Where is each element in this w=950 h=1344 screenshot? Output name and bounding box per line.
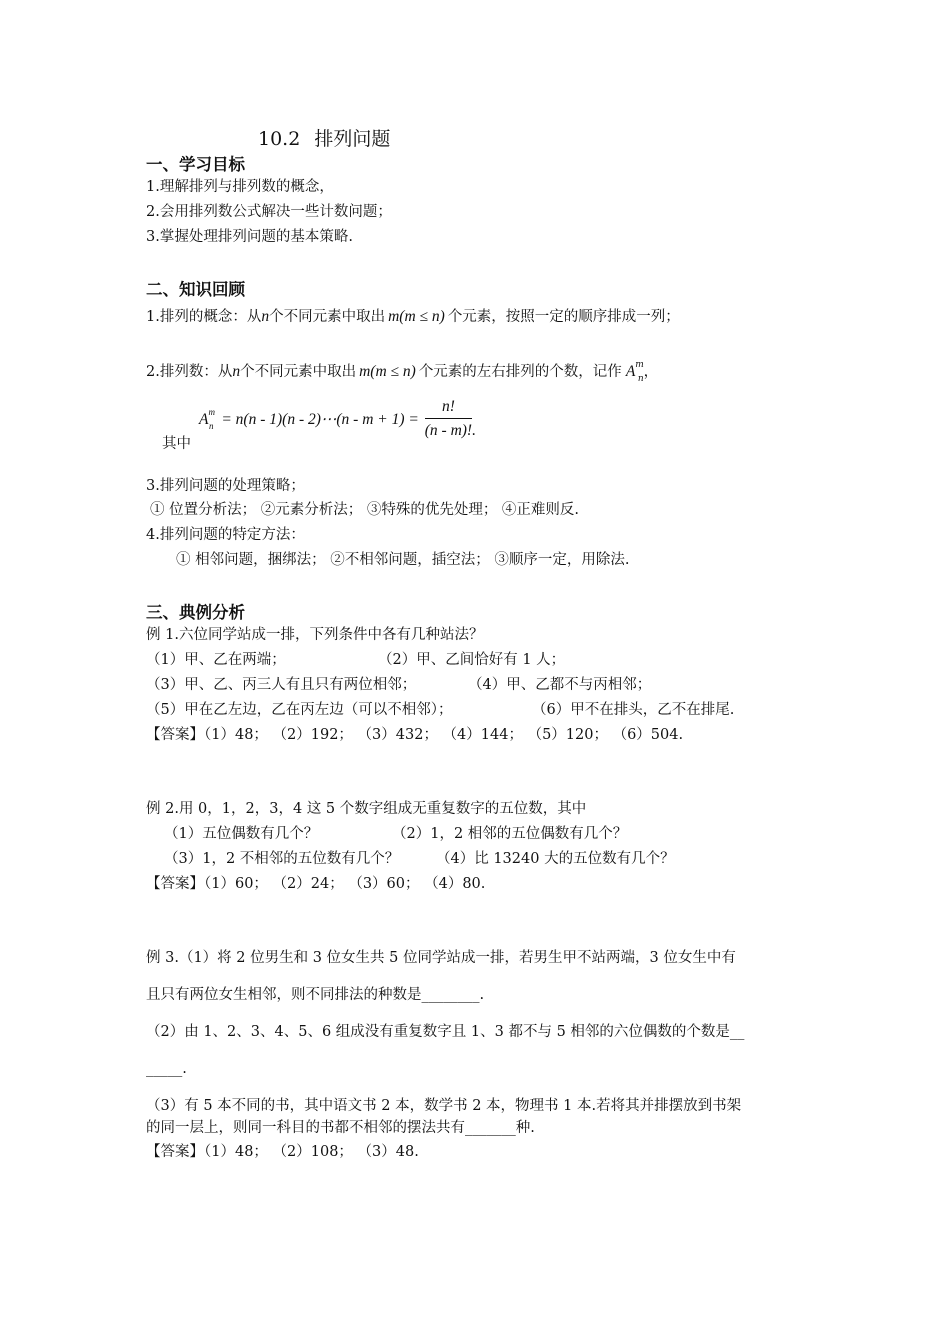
goal-item-2: 2.会用排列数公式解决一些计数问题； bbox=[146, 204, 392, 220]
math-m-condition: m(m ≤ n) bbox=[359, 363, 416, 380]
title-number: 10.2 bbox=[258, 128, 301, 150]
example-2-q3: （3）1，2 不相邻的五位数有几个？ bbox=[164, 851, 400, 867]
goal-item-1: 1.理解排列与排列数的概念， bbox=[146, 179, 334, 195]
section-heading-goals: 一、学习目标 bbox=[146, 155, 245, 174]
example-3-q2-line1: （2）由 1、2、3、4、5、6 组成没有重复数字且 1、3 都不与 5 相邻的六位偶数的个数是__ bbox=[146, 1024, 745, 1040]
example-3-q1-line2: 且只有两位女生相邻，则不同排法的种数是________. bbox=[146, 987, 485, 1003]
example-3-q3-line2: 的同一层上，则同一科目的书都不相邻的摆法共有_______种. bbox=[146, 1120, 535, 1136]
example-3-answer: 【答案】（1）48； （2）108； （3）48. bbox=[146, 1144, 419, 1160]
formula-lead: 其中 bbox=[162, 436, 191, 452]
example-3-q3-line1: （3）有 5 本不同的书，其中语文书 2 本，数学书 2 本，物理书 1 本.若将其并排摆放到书架 bbox=[146, 1098, 742, 1114]
example-1-q6: （6）甲不在排头，乙不在排尾. bbox=[532, 702, 735, 718]
example-1-answer: 【答案】（1）48； （2）192； （3）432； （4）144； （5）120； （6）504. bbox=[146, 727, 684, 743]
math-m-condition: m(m ≤ n) bbox=[388, 308, 445, 325]
knowledge-1: 1.排列的概念：从n个不同元素中取出 m(m ≤ n) 个元素，按照一定的顺序排成一列； bbox=[146, 308, 680, 325]
permutation-formula: $A^m_n = n(n - 1)(n$ - 2)⋯(n - m + 1) = $\frac{n!}{(n - m)!}$ . bbox=[199, 398, 476, 439]
knowledge-3: 3.排列问题的处理策略； bbox=[146, 478, 305, 494]
example-2-q2: （2）1，2 相邻的五位偶数有几个？ bbox=[392, 826, 628, 842]
page-title bbox=[258, 124, 390, 151]
section-heading-review: 二、知识回顾 bbox=[146, 280, 245, 299]
math-n: n bbox=[232, 363, 241, 380]
example-2-answer: 【答案】（1）60； （2）24； （3）60； （4）80. bbox=[146, 876, 486, 892]
knowledge-4: 4.排列问题的特定方法： bbox=[146, 527, 305, 543]
example-1-stem: 例 1.六位同学站成一排，下列条件中各有几种站法？ bbox=[146, 627, 484, 643]
example-1-q3: （3）甲、乙、丙三人有且只有两位相邻； bbox=[146, 677, 417, 693]
example-3-q2-line2: _____. bbox=[146, 1061, 187, 1077]
title-text: 排列问题 bbox=[314, 128, 391, 150]
math-n: n bbox=[261, 308, 270, 325]
formula-fraction: $\frac{n!}{(n - m)!}$ bbox=[424, 398, 473, 439]
example-1-q2: （2）甲、乙间恰好有 1 人； bbox=[378, 652, 566, 668]
example-2-stem: 例 2.用 0，1，2，3，4 这 5 个数字组成无重复数字的五位数，其中 bbox=[146, 801, 587, 817]
example-3-q1-line1: 例 3.（1）将 2 位男生和 3 位女生共 5 位同学站成一排，若男生甲不站两端，3 位女生中有 bbox=[146, 950, 736, 966]
example-1-q5: （5）甲在乙左边，乙在丙左边（可以不相邻）； bbox=[146, 702, 453, 718]
example-2-q1: （1）五位偶数有几个？ bbox=[164, 826, 319, 842]
example-1-q4: （4）甲、乙都不与丙相邻； bbox=[468, 677, 652, 693]
section-heading-examples: 三、典例分析 bbox=[146, 603, 245, 622]
example-2-q4: （4）比 13240 大的五位数有几个？ bbox=[436, 851, 675, 867]
knowledge-3-items: ① 位置分析法； ②元素分析法； ③特殊的优先处理； ④正难则反. bbox=[150, 502, 580, 518]
example-1-q1: （1）甲、乙在两端； bbox=[146, 652, 286, 668]
math-A: A bbox=[625, 363, 636, 380]
goal-item-3: 3.掌握处理排列问题的基本策略. bbox=[146, 229, 353, 245]
math-A: A bbox=[199, 410, 209, 428]
knowledge-2: 2.排列数：从n个不同元素中取出 m(m ≤ n) 个元素的左右排列的个数，记作 $A^m_n$， bbox=[146, 360, 659, 384]
knowledge-4-items: ① 相邻问题，捆绑法； ②不相邻问题，插空法； ③顺序一定，用除法. bbox=[176, 552, 630, 568]
